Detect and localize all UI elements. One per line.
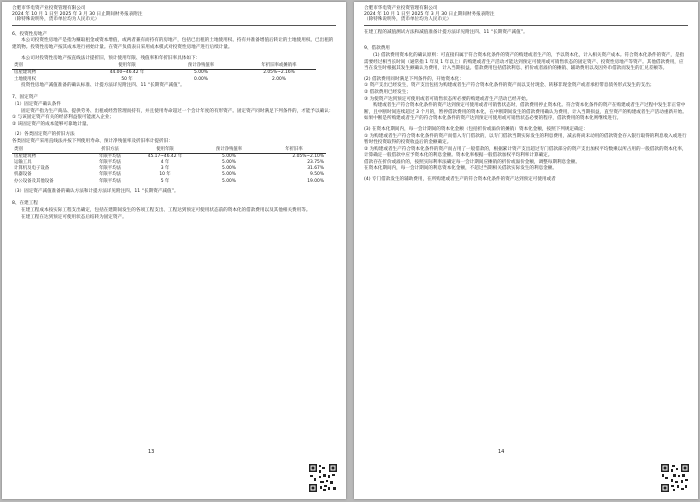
- table-cell: 年限平均法: [99, 166, 121, 172]
- table-header-cell: 使用年限: [94, 63, 160, 70]
- table-row: [12, 153, 326, 160]
- table-cell: 19.00%: [307, 178, 324, 184]
- page-14: [354, 2, 698, 499]
- table-row: [12, 70, 316, 77]
- section-8-paragraph-1: 在建工程成本按实际工程支出确定，包括在建期间发生的各项工程支出、工程达到预定可使用状态前的资本化的借款费用以及其他相关费用等。: [21, 207, 311, 213]
- qr-code-icon: [660, 463, 690, 493]
- table-cell: 机器设备: [14, 172, 32, 178]
- page-number: 14: [498, 449, 505, 455]
- table-cell: 年限平均法: [99, 172, 121, 178]
- section-7-1-title: （1）固定资产确认条件: [12, 101, 61, 107]
- section-8-title: 8、在建工程: [12, 201, 38, 207]
- table-cell: 土地使用权: [14, 76, 36, 82]
- table-cell: 年限平均法: [99, 178, 121, 184]
- section-9-3-item-2: ② 为购建或者生产符合资本化条件的资产而占用了一般借款的，根据累计资产支出超过专门借款部分的资产支出加权平均数乘以所占用的一般借款的资本化率，计算确定一般借款中应予资本化的利息金额。资本化率根据一般借款加权平均利率计算确定。: [364, 146, 687, 159]
- qr-code-icon: [308, 463, 338, 493]
- section-9-2-item-2: ② 借款费用已经发生；: [364, 89, 411, 95]
- table-header-cell: 类别: [12, 147, 86, 154]
- section-9-4-paragraph: (4) 专门借款发生的辅助费用，在所购建或者生产的符合资本化条件的资产达到预定可使用或者: [364, 177, 556, 183]
- section-9-title: 9、借款费用: [364, 46, 390, 52]
- table-cell: 运输工具: [14, 159, 32, 165]
- table-header-cell: 折旧方法: [86, 147, 134, 154]
- header-unit: （除特殊说明外，货币单位均为人民币元）: [12, 17, 100, 23]
- table-header-cell: 类别: [12, 63, 94, 70]
- table-cell: 房屋建筑物: [14, 70, 36, 76]
- header-company: 合肥市华电资产业投资管理有限公司: [364, 6, 438, 11]
- table-cell: 5.00%: [222, 172, 236, 178]
- table-cell: 9.50%: [310, 172, 324, 178]
- header-rule: [364, 25, 688, 26]
- section-7-1-item-2: ② 该固定资产的成本能够可靠地计量。: [12, 121, 92, 127]
- header-period: 2024 年 10 月 1 日至 2025 年 3 月 30 日止期间财务报表附注: [364, 11, 495, 17]
- section-7-title: 7、固定资产: [12, 95, 38, 101]
- table-cell: 5.00%: [222, 166, 236, 172]
- fixed-assets-depreciation-table: [12, 147, 326, 185]
- table-cell: 50 年: [121, 76, 133, 82]
- page-13-content: [12, 6, 336, 221]
- table-cell: 2.05%~2.16%: [263, 70, 295, 76]
- header-company: 合肥市华电资产业投资管理有限公司: [12, 6, 86, 11]
- table-cell: 2.00%: [272, 76, 286, 82]
- section-9-3-paragraph-2: 借款存在折价或溢价的，按照实际利率法确定每一会计期间应摊销的折价或溢价金额，调整每期利息金额。: [364, 159, 580, 165]
- section-9-2-paragraph-2: 购建或者生产符合资本化条件的资产达到预定可使用或者可销售状态时，借款费用停止资本化。符合资本化条件的资产在购建或者生产过程中发生非正常中断，且中断时间连续超过 3 个月的，暂停借款费用的资本化，在中断期间发生的借款费用确认为费用，计入当期损益，直至资产的购建或者生产活动重新开始。如果中断是所购建或者生产的符合资本化条件的资产达到预定可使用或可销售状态必要的程序，借款费用的资本化则继续进行。: [364, 103, 687, 122]
- section-6-title: 6、投资性房地产: [12, 31, 48, 37]
- section-6-paragraph-1: 本公司投资性房地产是指为赚取租金或资本增值，或两者兼有而持有的房地产，包括已出租的土地使用权、持有并准备增值后转让的土地使用权、已出租的建筑物。投资性房地产按其成本进行初始计量。在资产负债表日采用成本模式对投资性房地产进行后续计量。: [12, 38, 334, 50]
- section-9-2-item-3: ③ 为使资产达到预定可使用或者可销售状态所必要的购建或者生产活动已经开始。: [364, 96, 531, 102]
- table-cell: 房屋建筑物: [14, 153, 36, 159]
- table-header-cell: 使用年限: [134, 147, 196, 154]
- table-header-row: [12, 63, 316, 70]
- page-number: 13: [148, 449, 155, 455]
- header-rule: [12, 25, 336, 26]
- section-9-3-paragraph-3: 在资本化期间内，每一会计期间的利息资本化金额，不超过当期相关借款实际发生的利息金额。: [364, 166, 557, 172]
- section-9-2-paragraph: (2) 借款费用同时满足下列条件的，开始资本化：: [364, 76, 464, 82]
- table-cell: 办公设备及其他设备: [14, 178, 54, 184]
- table-cell: 10 年: [159, 172, 171, 178]
- page-14-content: [364, 6, 688, 184]
- section-7-1-paragraph: 固定资产指为生产商品、提供劳务、出租或经营管理而持有，并且使用寿命超过一个会计年度的有形资产。固定资产同时满足下列条件的，才能予以确认：: [21, 108, 334, 114]
- table-cell: 44.00~46.42 年: [109, 70, 145, 76]
- section-7-2-paragraph: 各类固定资产采用直线法并按下列使用寿命、预计净残值率及折旧率计提折旧：: [12, 138, 173, 144]
- table-cell: 4 年: [160, 159, 170, 165]
- section-7-2-title: （2）各类固定资产的折旧方法: [12, 132, 75, 138]
- table-cell: 5.00%: [222, 159, 236, 165]
- header-period: 2024 年 10 月 1 日至 2025 年 3 月 30 日止期间财务报表附注: [12, 11, 143, 17]
- section-6-paragraph-2: 本公司对投资性房地产按直线法计提折旧，预计使用年限、残值率和年折旧率具体如下：: [21, 55, 201, 61]
- table-cell: 计算机及电子设备: [14, 166, 50, 172]
- table-header-row: [12, 147, 326, 154]
- page-13: [2, 2, 346, 499]
- investment-property-table: [12, 63, 316, 83]
- table-header-cell: 年折旧率或摊销率: [242, 63, 316, 70]
- section-7-1-item-1: ① 与该固定资产有关的经济利益很可能流入企业；: [12, 115, 115, 121]
- table-cell: 0.00%: [194, 76, 208, 82]
- section-9-3-paragraph: (3) 在资本化期间内，每一会计期间的资本化金额（包括折价或溢价的摊销）资本化金额，按照下列规定确定：: [364, 126, 588, 132]
- section-9-3-item-1: ① 为购建或者生产符合资本化条件的资产而借入专门借款的，以专门借款当期实际发生的利息费用，减去将尚未动用的借款资金存入银行取得的利息收入或进行暂时性投资取得的投资收益后的金额确定。: [364, 133, 687, 146]
- table-cell: 5.00%: [222, 153, 236, 159]
- section-6-paragraph-3: 投资性房地产减值准备的确认标准、计提方法详见附注四、11 “长期资产减值”。: [21, 82, 185, 88]
- table-cell: 3 年: [160, 166, 170, 172]
- running-header: [364, 6, 688, 23]
- table-cell: 5.00%: [194, 70, 208, 76]
- table-cell: 年限平均法: [99, 159, 121, 165]
- table-header-cell: 预计净残值率: [160, 63, 242, 70]
- table-cell: 45.17~46.42 年: [147, 153, 183, 159]
- header-unit: （除特殊说明外，货币单位均为人民币元）: [364, 17, 452, 23]
- table-header-cell: 预计净残值率: [196, 147, 262, 154]
- table-cell: 5.00%: [222, 178, 236, 184]
- table-cell: 5 年: [160, 178, 170, 184]
- table-header-cell: 年折旧率: [262, 147, 326, 154]
- construction-impairment-paragraph: 在建工程的减值测试方法和减值准备计提方法详见附注四、11 “长期资产减值”。: [364, 29, 528, 35]
- section-9-1-paragraph: (1) 借款费用资本化的确认原则：可直接归属于符合资本化条件的资产的购建或者生产的，予以资本化，计入相关资产成本。符合资本化条件的资产，是指需要经过相当长时间（通常指 1 年及 1 年以上）的购建或者生产活动才能达到预定可使用或可销售状态的固定资产、投资性房地产等资产。其他借款费用，应当在发生时根据其发生额确认为费用，计入当期损益。借款费用包括借款利息、折价或者溢价的摊销、辅助费用以及因外币借款而发生的汇兑差额等。: [364, 52, 685, 72]
- running-header: [12, 6, 336, 23]
- table-cell: 2.05%~2.10%: [292, 153, 324, 159]
- table-cell: 年限平均法: [99, 153, 121, 159]
- table-cell: 23.75%: [307, 159, 324, 165]
- section-7-3-paragraph: （3）固定资产减值准备的确认方法和计提方法详见附注四、11 “长期资产减值”。: [12, 188, 179, 194]
- table-cell: 31.67%: [307, 166, 324, 172]
- section-8-paragraph-2: 在建工程在达到预定可使用状态后结转为固定资产。: [21, 214, 127, 220]
- section-9-2-item-1: ① 资产支出已经发生，资产支出包括为购建或者生产符合资本化条件的资产而以支付现金、转移非现金资产或者承担带息债务形式发生的支出；: [364, 83, 655, 89]
